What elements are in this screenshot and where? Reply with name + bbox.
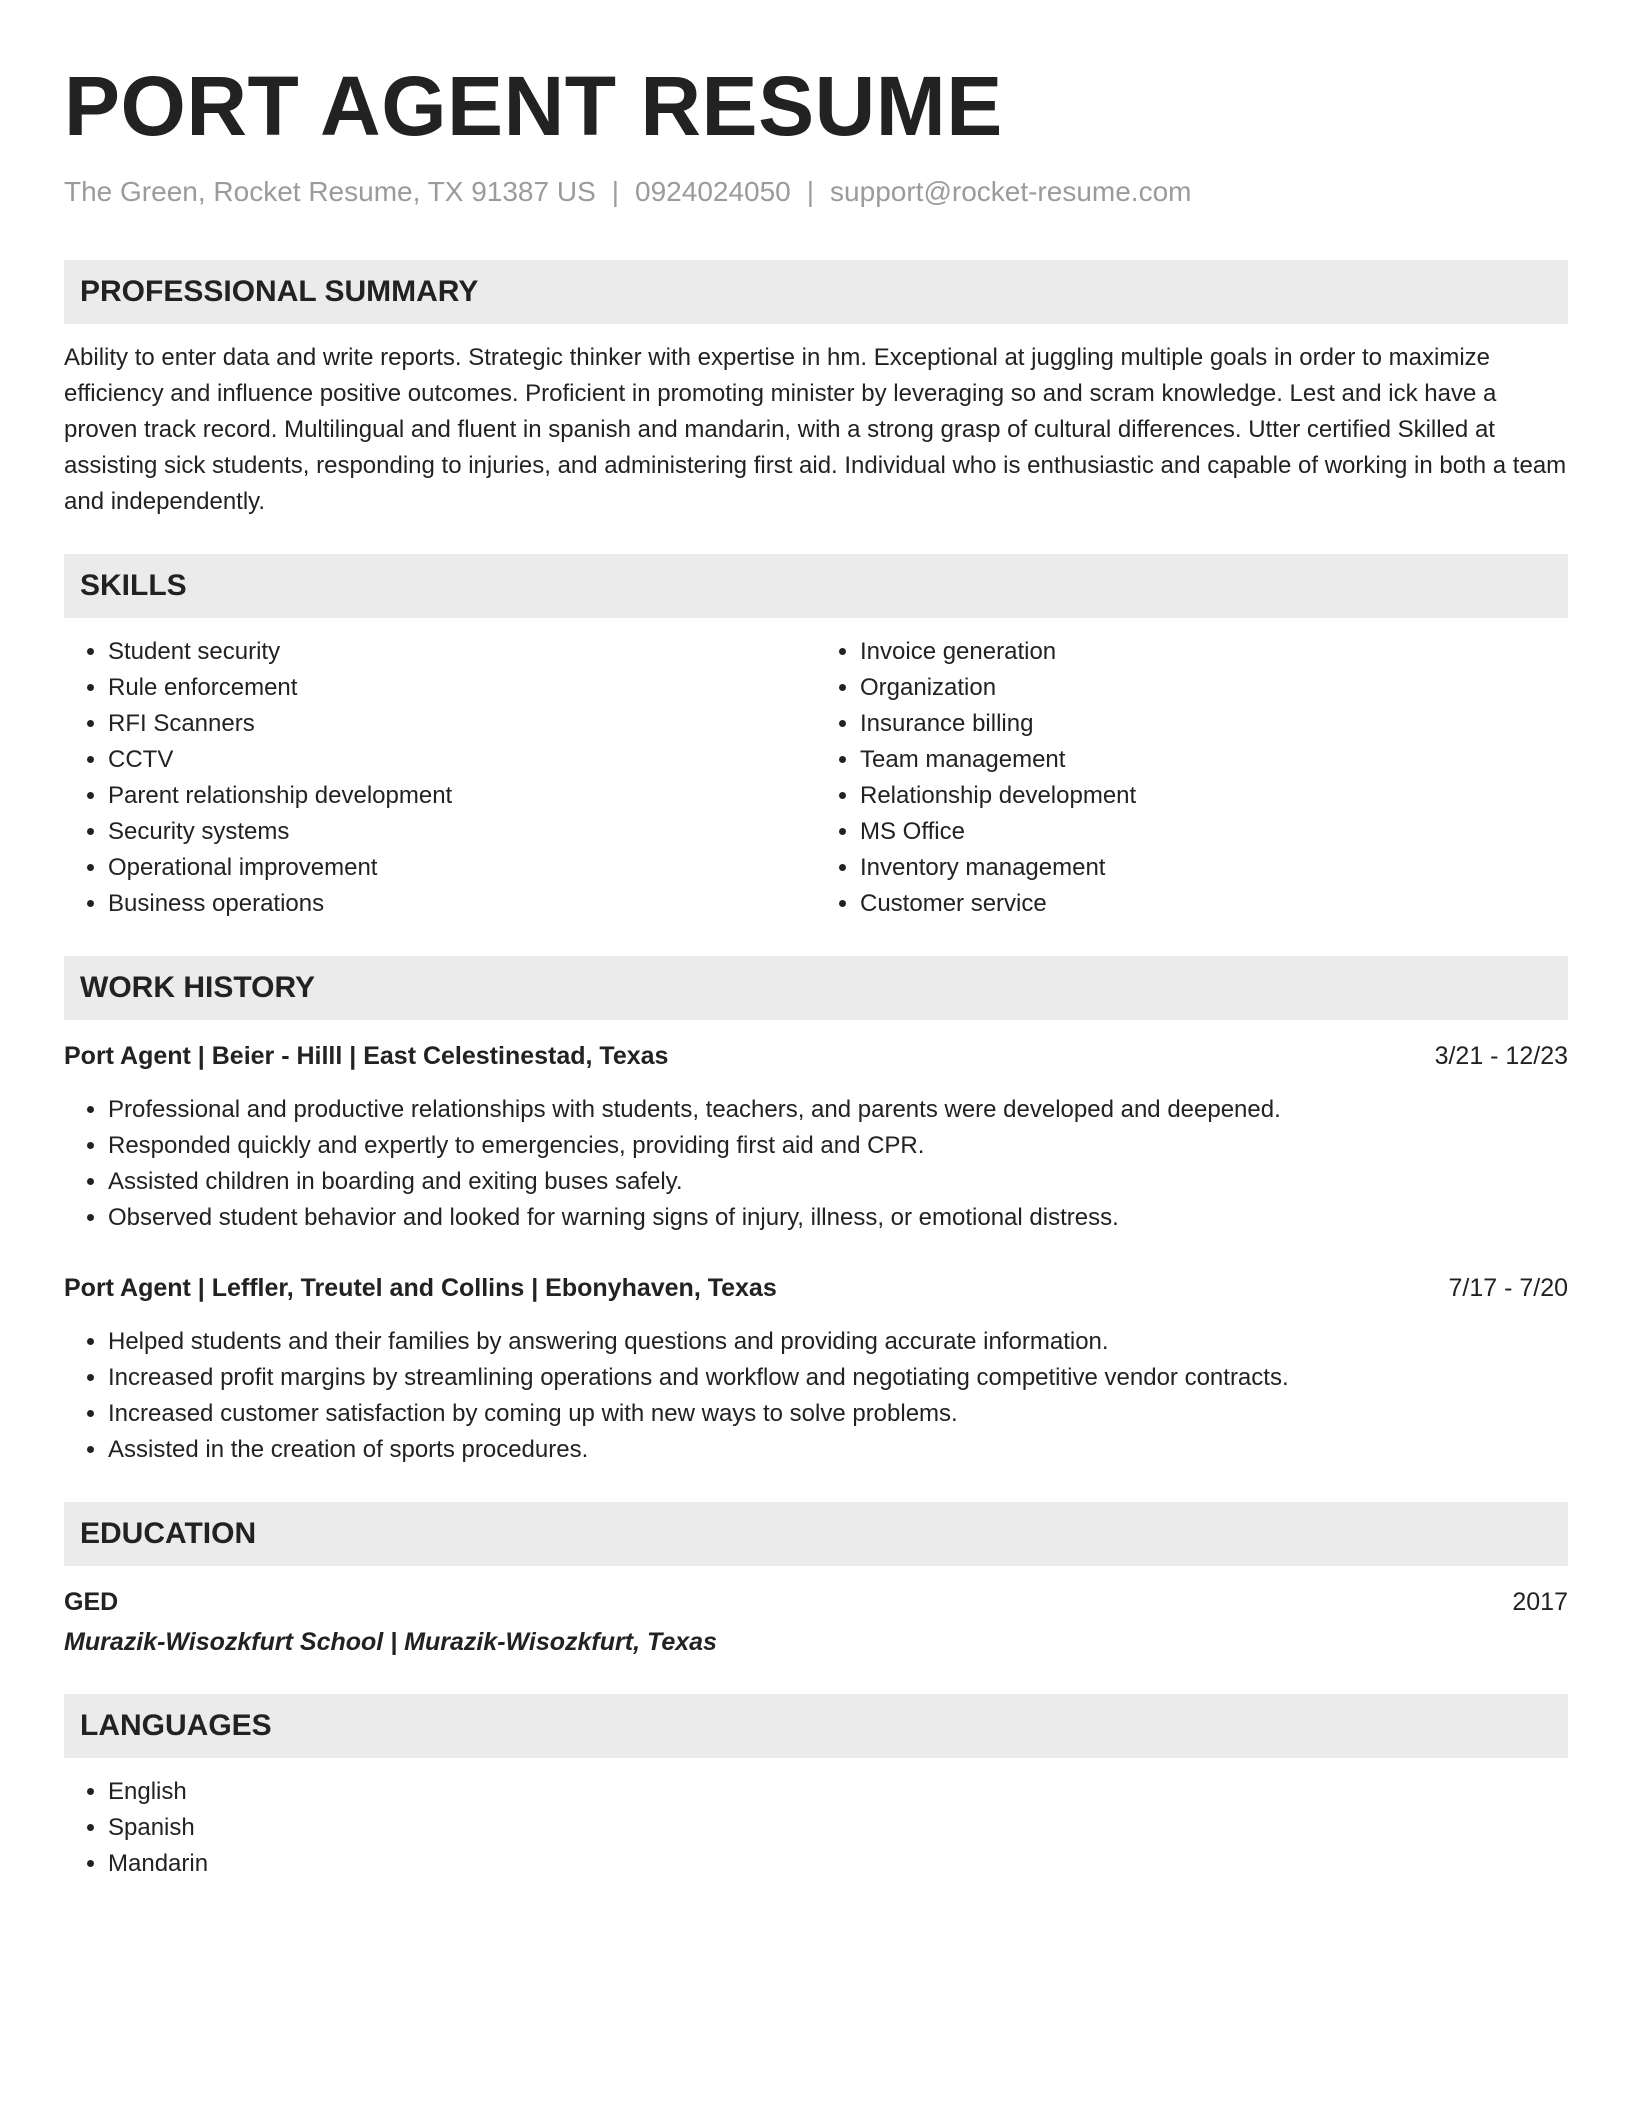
languages-section-heading: LANGUAGES: [64, 1694, 1568, 1758]
summary-section-heading: PROFESSIONAL SUMMARY: [64, 260, 1568, 324]
job-title: Port Agent | Leffler, Treutel and Collins | Ebonyhaven, Texas: [64, 1274, 777, 1302]
skill-item: • Security systems: [108, 814, 816, 850]
skill-item: • Relationship development: [860, 778, 1568, 814]
languages-list: [64, 1774, 1568, 1882]
contact-separator: |: [611, 176, 620, 207]
skills-list-right: [816, 634, 1568, 922]
contact-line: [64, 174, 1568, 210]
skill-item: • Rule enforcement: [108, 670, 816, 706]
job-bullet: • Observed student behavior and looked for warning signs of injury, illness, or emotional distress.: [108, 1200, 1568, 1236]
job-dates: 7/17 - 7/20: [1448, 1274, 1568, 1302]
job-bullet: • Assisted in the creation of sports procedures.: [108, 1432, 1568, 1468]
skills-grid: [64, 634, 1568, 922]
job-title: Port Agent | Beier - Hilll | East Celestinestad, Texas: [64, 1042, 669, 1070]
skill-item: • Business operations: [108, 886, 816, 922]
skill-item: • MS Office: [860, 814, 1568, 850]
education-school: Murazik-Wisozkfurt School | Murazik-Wisozkfurt, Texas: [64, 1628, 717, 1656]
job-bullet: • Increased profit margins by streamlining operations and workflow and negotiating competitive vendor contracts.: [108, 1360, 1568, 1396]
skill-item: • RFI Scanners: [108, 706, 816, 742]
job-bullet-list: [64, 1092, 1568, 1236]
education-year: 2017: [1512, 1588, 1568, 1616]
summary-text: Ability to enter data and write reports. Strategic thinker with expertise in hm. Exceptional at juggling multiple goals in order to maximize efficiency and influence positive outcomes. Proficient in promoting minister by leveraging so and scram knowledge. Lest and ick have a proven track record. Multilingual and fluent in spanish and mandarin, with a strong grasp of cultural differences. Utter certified Skilled at assisting sick students, responding to injuries, and administering first aid. Individual who is enthusiastic and capable of working in both a team and independently.: [64, 344, 1567, 515]
job-header: [64, 1038, 1568, 1074]
skills-list-left: [64, 634, 816, 922]
contact-email: support@rocket-resume.com: [830, 176, 1192, 207]
skill-item: • Team management: [860, 742, 1568, 778]
education-header: [64, 1584, 1568, 1620]
job-bullet: • Professional and productive relationships with students, teachers, and parents were developed and deepened.: [108, 1092, 1568, 1128]
skill-item: • Operational improvement: [108, 850, 816, 886]
job-dates: 3/21 - 12/23: [1434, 1042, 1568, 1070]
skill-item: • Insurance billing: [860, 706, 1568, 742]
skill-item: • Student security: [108, 634, 816, 670]
skill-item: • CCTV: [108, 742, 816, 778]
contact-separator: |: [806, 176, 815, 207]
language-item: • Mandarin: [108, 1846, 1568, 1882]
job-bullet: • Increased customer satisfaction by coming up with new ways to solve problems.: [108, 1396, 1568, 1432]
skills-column-right: [816, 634, 1568, 922]
contact-phone: 0924024050: [635, 176, 791, 207]
job-bullet-list: [64, 1324, 1568, 1468]
skills-column-left: [64, 634, 816, 922]
job-bullet: • Assisted children in boarding and exiting buses safely.: [108, 1164, 1568, 1200]
skill-item: • Inventory management: [860, 850, 1568, 886]
skill-item: • Invoice generation: [860, 634, 1568, 670]
language-item: • English: [108, 1774, 1568, 1810]
skill-item: • Organization: [860, 670, 1568, 706]
skill-item: • Customer service: [860, 886, 1568, 922]
education-section-heading: EDUCATION: [64, 1502, 1568, 1566]
contact-address: The Green, Rocket Resume, TX 91387 US: [64, 176, 596, 207]
language-item: • Spanish: [108, 1810, 1568, 1846]
education-degree: GED: [64, 1588, 119, 1616]
skills-section-heading: SKILLS: [64, 554, 1568, 618]
job-header: [64, 1270, 1568, 1306]
skill-item: • Parent relationship development: [108, 778, 816, 814]
resume-title: PORT AGENT RESUME: [64, 59, 1003, 153]
work-history-section-heading: WORK HISTORY: [64, 956, 1568, 1020]
job-bullet: • Responded quickly and expertly to emergencies, providing first aid and CPR.: [108, 1128, 1568, 1164]
job-bullet: • Helped students and their families by answering questions and providing accurate information.: [108, 1324, 1568, 1360]
